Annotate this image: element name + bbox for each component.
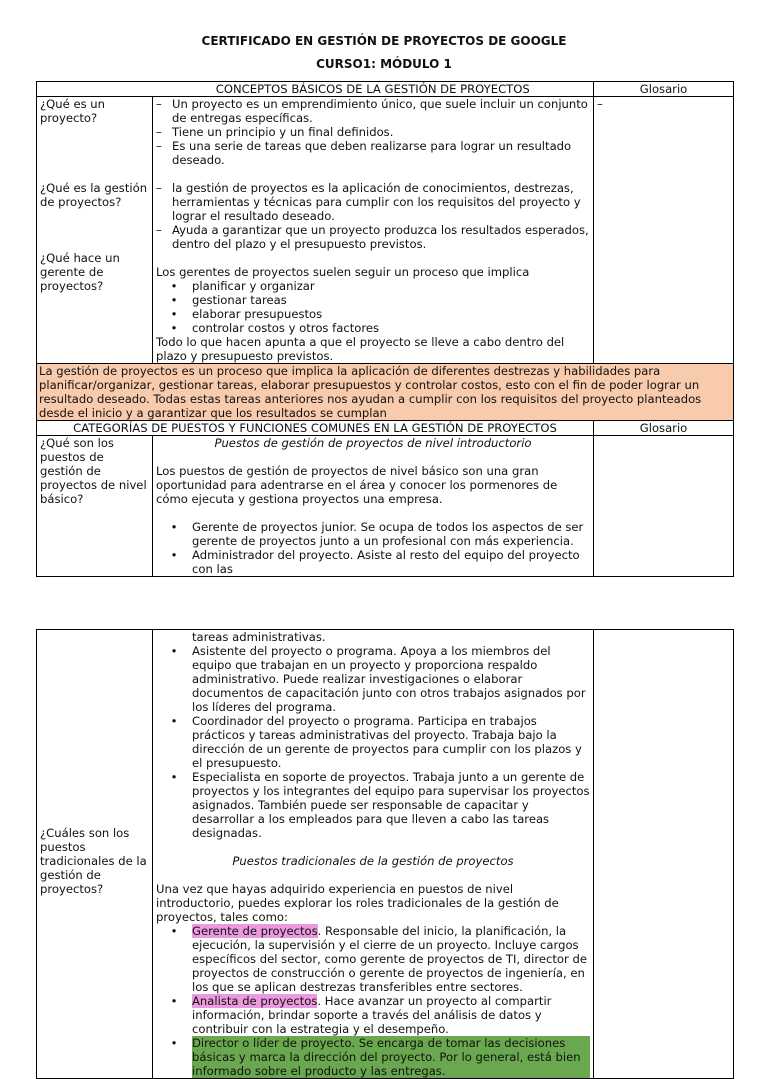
table-header-row [37, 421, 734, 436]
list-item: • Gerente de proyectos junior. Se ocupa de todos los aspectos de ser gerente de proyectos junto a un profesional con más experiencia. [170, 520, 584, 548]
section-subtitle: Puestos tradicionales de la gestión de proyectos [232, 854, 514, 868]
list-item: • gestionar tareas [170, 293, 287, 307]
glossary-header: Glosario [594, 421, 734, 436]
list-item: • elaborar presupuestos [170, 307, 323, 321]
entry-level-row [37, 436, 734, 577]
document-subtitle: CURSO1: MÓDULO 1 [316, 57, 452, 71]
answer-cell [153, 97, 594, 364]
list-item: • Coordinador del proyecto o programa. Participa en trabajos prácticos y tareas administrativas del proyecto. Trabaja bajo la dirección de un gerente de proyectos para cumplir con los plazos y el presupuesto. [170, 714, 582, 770]
table-header-row [37, 82, 734, 97]
list-item: – Un proyecto es un emprendimiento único, que suele incluir un conjunto de entregas específicas. [156, 97, 588, 125]
document-title: CERTIFICADO EN GESTIÓN DE PROYECTOS DE GOOGLE [201, 34, 567, 48]
question-que-hace-gerente: ¿Qué hace un gerente de proyectos? [40, 251, 120, 293]
answer-cell [153, 436, 594, 577]
page-2-table-wrap [36, 629, 733, 1078]
summary-cell: La gestión de proyectos es un proceso que implica la aplicación de diferentes destrezas y habilidades para planificar/organizar, gestionar tareas, elaborar presupuestos y controlar costos, esto con el fin de poder lograr un resultado deseado. Todas estas tareas anteriores nos ayudan a cumplir con los requisitos del proyecto planteados desde el inicio y a garantizar que los resultados se cumplan [37, 364, 734, 421]
concepts-row [37, 97, 734, 364]
question-cell: ¿Qué son los puestos de gestión de proyectos de nivel básico? [37, 436, 153, 577]
list-item: – Tiene un principio y un final definidos. [156, 125, 394, 139]
glossary-cell [594, 436, 734, 577]
gerente-intro: Los gerentes de proyectos suelen seguir un proceso que implica [156, 265, 530, 279]
question-que-es-proyecto: ¿Qué es un proyecto? [40, 97, 105, 125]
list-item: • Especialista en soporte de proyectos. Trabaja junto a un gerente de proyectos y los integrantes del equipo para supervisar los proyectos asignados. También puede ser responsable de capacitar y desarrollar a los empleados para que lleven a cabo las tareas designadas. [170, 770, 590, 840]
section-header: CONCEPTOS BÁSICOS DE LA GESTIÓN DE PROYECTOS [153, 82, 594, 97]
list-item: • Analista de proyectos. Hace avanzar un proyecto al compartir información, brindar soporte a través del análisis de datos y contribuir con la estrategia y el desempeño. [170, 994, 552, 1036]
section-header: CATEGORÍAS DE PUESTOS Y FUNCIONES COMUNES EN LA GESTIÓN DE PROYECTOS [37, 421, 594, 436]
paragraph: Los puestos de gestión de proyectos de nivel básico son una gran oportunidad para adentrarse en el área y conocer los pormenores de cómo ejecuta y gestiona proyectos una empresa. [156, 464, 558, 506]
highlight-director: Director o líder de proyecto. Se encarga de tomar las decisiones básicas y marca la dirección del proyecto. Por lo general, está bien informado sobre el producto y las entregas. [192, 1036, 590, 1078]
glossary-cell: – [594, 97, 734, 364]
list-item: • Administrador del proyecto. Asiste al resto del equipo del proyecto con las [170, 548, 580, 576]
list-item: • Asistente del proyecto o programa. Apoya a los miembros del equipo que trabajan en un proyecto y proporciona respaldo administrativo. Puede realizar investigaciones o elaborar documentos de capacitación junto con otros trabajos asignados por los líderes del programa. [170, 644, 586, 714]
highlight-analista: Analista de proyectos [192, 994, 318, 1008]
list-item: • Gerente de proyectos. Responsable del inicio, la planificación, la ejecución, la supervisión y el cierre de un proyecto. Incluye cargos específicos del sector, como gerente de proyectos de TI, director de proyectos de construcción o gerente de proyectos de ingeniería, en los que se aplican destrezas transferibles entre sectores. [170, 924, 587, 994]
glossary-cell [594, 630, 734, 1079]
highlight-gerente: Gerente de proyectos [192, 924, 318, 938]
continued-text: tareas administrativas. [192, 630, 326, 644]
list-item: – Ayuda a garantizar que un proyecto produzca los resultados esperados, dentro del plazo y el presupuesto previstos. [156, 223, 589, 251]
gerente-outro: Todo lo que hacen apunta a que el proyecto se lleve a cabo dentro del plazo y presupuesto previstos. [156, 335, 565, 363]
list-item: – la gestión de proyectos es la aplicación de conocimientos, destrezas, herramientas y técnicas para cumplir con los requisitos del proyecto y lograr el resultado deseado. [156, 181, 581, 223]
concepts-table [36, 81, 734, 577]
header-blank-cell [37, 82, 153, 97]
roles-row [37, 630, 734, 1079]
summary-row [37, 364, 734, 421]
list-item: • Director o líder de proyecto. Se encarga de tomar las decisiones básicas y marca la dirección del proyecto. Por lo general, está bien informado sobre el producto y las entregas. [156, 1036, 590, 1078]
list-item: • planificar y organizar [170, 279, 315, 293]
roles-table [36, 629, 734, 1079]
question-puestos-tradicionales: ¿Cuáles son los puestos tradicionales de la gestión de proyectos? [40, 826, 147, 896]
glossary-header: Glosario [594, 82, 734, 97]
question-cell [37, 630, 153, 1079]
page-1-table-wrap [36, 81, 733, 576]
list-item: – Es una serie de tareas que deben realizarse para lograr un resultado deseado. [156, 139, 572, 167]
paragraph: Una vez que hayas adquirido experiencia en puestos de nivel introductorio, puedes explorar los roles tradicionales de la gestión de proyectos, tales como: [156, 882, 559, 924]
question-que-es-gestion: ¿Qué es la gestión de proyectos? [40, 181, 148, 209]
question-cell [37, 97, 153, 364]
answer-cell [153, 630, 594, 1079]
section-subtitle: Puestos de gestión de proyectos de nivel introductorio [214, 436, 532, 450]
list-item: • controlar costos y otros factores [170, 321, 380, 335]
